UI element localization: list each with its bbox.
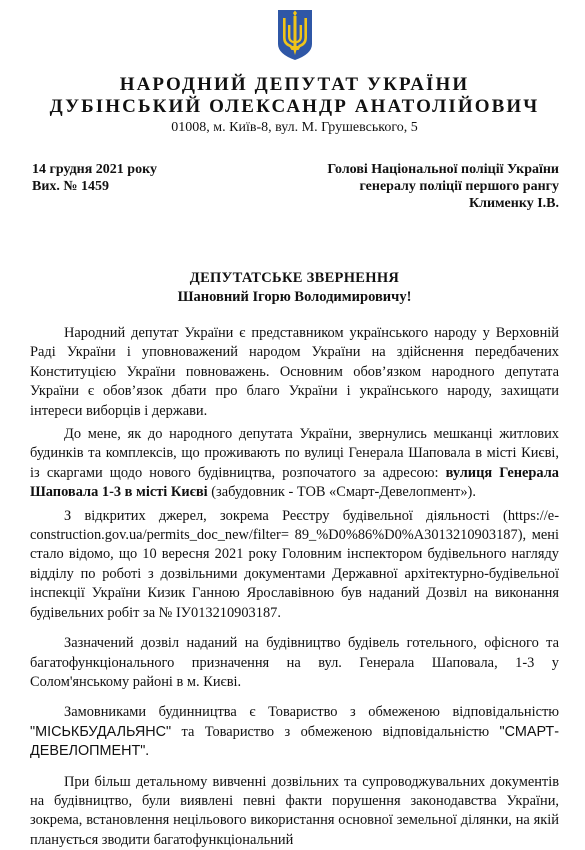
paragraph-2-text-b: (забудовник - ТОВ «Смарт-Девелопмент»). [207,484,476,501]
appeal-title: ДЕПУТАТСЬКЕ ЗВЕРНЕННЯ [189,270,400,286]
outgoing-number: Вих. № 1459 [32,179,109,194]
deputy-address: 01008, м. Київ-8, вул. М. Грушевського, 5 [171,120,418,135]
recipient-position: Голові Національної поліції України [327,162,559,177]
deputy-name: ДУБІНСЬКИЙ ОЛЕКСАНДР АНАТОЛІЙОВИЧ [49,96,540,117]
salutation: Шановний Ігорю Володимировичу! [177,289,412,305]
paragraph-5-text-a: Замовниками будинництва є Товариство з обмеженою відповідальністю [64,704,559,721]
recipient-name: Клименку І.В. [468,196,559,211]
emblem [30,0,559,62]
paragraph-5-text-b: та Товариство з обмеженою відповідальністю [171,723,500,740]
paragraph-1: Народний депутат України є представником українського народу у Верховній Раді України і уповноважений народом України на здійснення передбачених Конституцією України повноважень. Основним обов’язком народного депутата України є обов’язок дбати про благо України і українського народу, захищати інтереси виборців і держави. [30,325,559,419]
company-name-1: "МІСЬКБУДАЛЬЯНС" [30,723,172,740]
tryzub-icon [276,8,314,62]
paragraph-5 [30,703,559,761]
recipient-rank: генералу поліції першого рангу [359,179,559,194]
construction-address: вулиця Генерала Шаповала 1-3 в місті Києві [30,464,560,501]
recipient-block [327,161,559,212]
letter-date: 14 грудня 2021 року [32,162,157,177]
paragraph-5-text-c: . [145,743,150,760]
paragraph-4: Зазначений дозвіл наданий на будівництво будівель готельного, офісного та багатофункціонального призначення на вул. Генерала Шаповала, 1-3 у Солом'янському районі в м. Києві. [30,635,559,690]
paragraph-3: З відкритих джерел, зокрема Реєстру будівельної діяльності (https://e-construction.gov.ua/permits_doc_new/filter= 89_%D0%86%D0%A3013210903187), мені стало відомо, що 10 вересня 2021 року Головним інспектором будівельного нагляду відділу по роботі з дозвільними документами Державної архітектурно-будівельної інспекції України Кизик Ганною Ярославівною був наданий Дозвіл на виконання будівельних робіт за № ІУ013210903187. [30,507,559,621]
deputy-title: НАРОДНИЙ ДЕПУТАТ УКРАЇНИ [119,74,470,95]
paragraph-2-text-a: До мене, як до народного депутата України, звернулись мешканці житлових будинків та комплексів, що проживають по вулиці Генерала Шаповала в місті Києві, із скаргами щодо нового будівництва, розпочатого за адресою: [30,426,559,481]
meta-left [30,161,157,212]
letter-body [30,324,559,850]
letter-meta [30,161,559,212]
paragraph-2 [30,425,559,503]
paragraph-6: При більш детальному вивченні дозвільних та супроводжувальних документів на будівництво, були виявлені певні факти порушення законодавства України, зокрема, встановлення нецільового використання основної земельної ділянки, на якій планується зводити багатофункціональний [30,773,559,848]
company-name-2: "СМАРТ-ДЕВЕЛОПМЕНТ" [30,723,559,760]
